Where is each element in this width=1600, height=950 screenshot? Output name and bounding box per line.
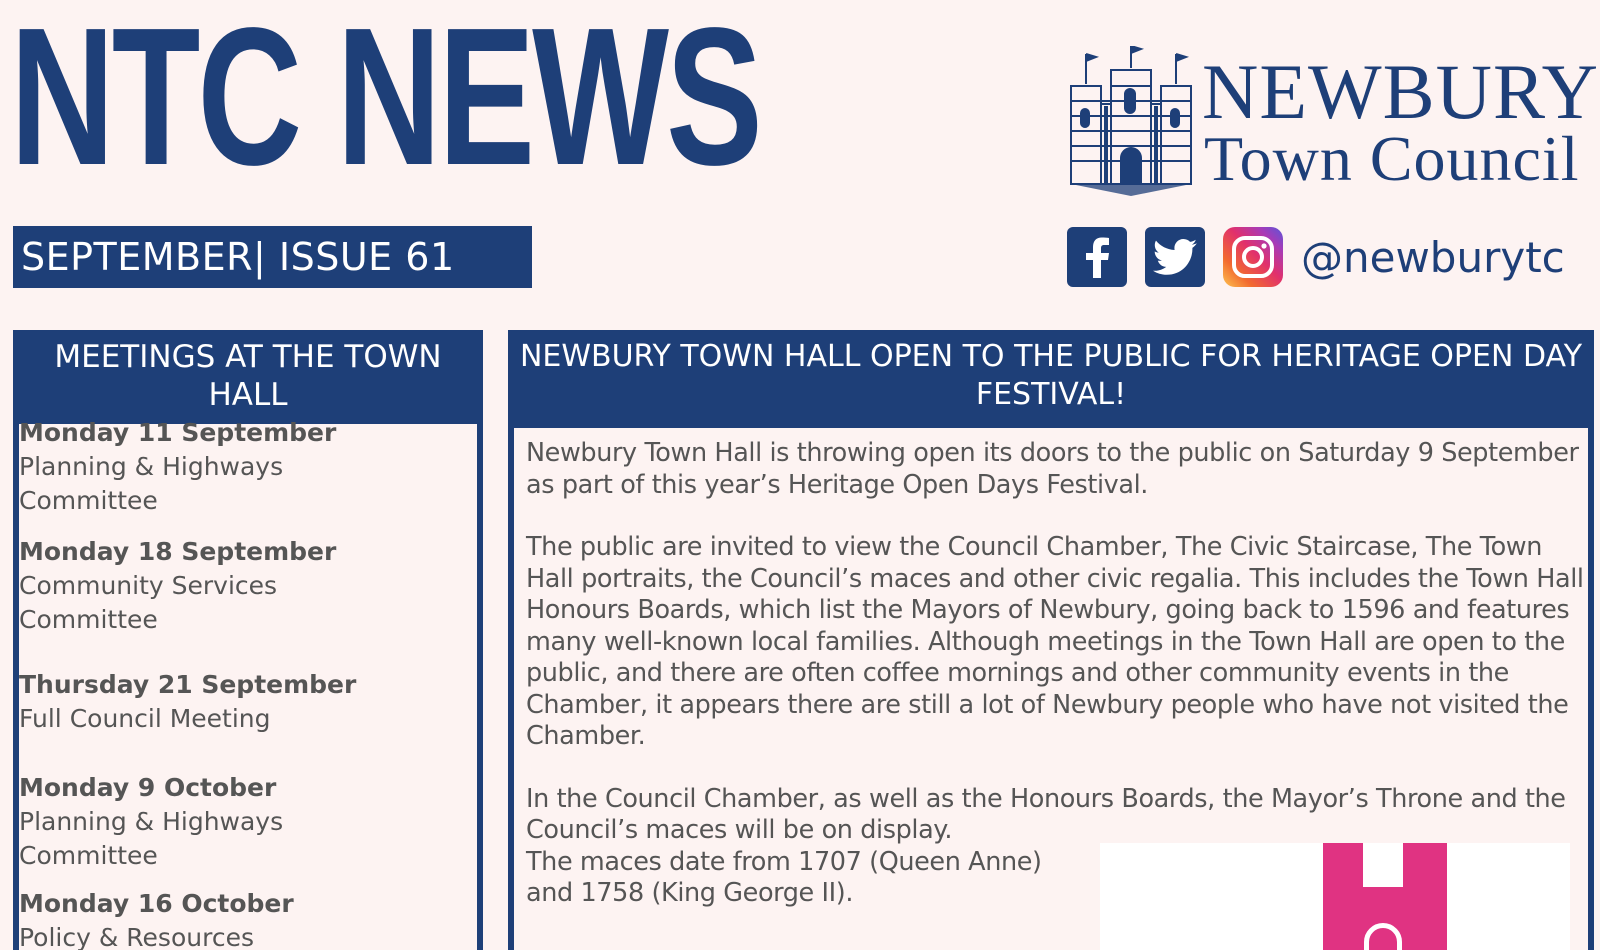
facebook-icon[interactable] [1067, 227, 1127, 287]
issue-banner: SEPTEMBER| ISSUE 61 [13, 226, 532, 288]
meeting-item [19, 416, 477, 518]
instagram-icon[interactable] [1223, 227, 1283, 287]
article-paragraph: In the Council Chamber, as well as the Honours Boards, the Mayor’s Throne and the Council’s maces will be on display. [526, 783, 1566, 845]
article-heading: NEWBURY TOWN HALL OPEN TO THE PUBLIC FOR HERITAGE OPEN DAY FESTIVAL! [508, 330, 1594, 428]
social-links [1067, 227, 1565, 287]
keyhole-icon [1364, 923, 1402, 950]
meeting-item [19, 887, 477, 950]
meeting-name: Committee [19, 605, 158, 634]
tower-icon [1323, 843, 1447, 950]
meeting-name: Committee [19, 841, 158, 870]
castle-icon [1066, 46, 1196, 196]
meeting-date: Monday 11 September [19, 418, 337, 447]
meeting-name: Planning & Highways [19, 452, 284, 481]
meeting-name: Full Council Meeting [19, 704, 271, 733]
meeting-date: Monday 9 October [19, 773, 277, 802]
article-paragraph: The public are invited to view the Council Chamber, The Civic Staircase, The Town Hall portraits, the Council’s maces and other civic regalia. This includes the Town Hall Honours Boards, which list the Mayors of Newbury, going back to 1596 and features many well-known local families. Although meetings in the Town Hall are open to the public, and there are often coffee mornings and other community events in the Chamber, it appears there are still a lot of Newbury people who have not visited the Chamber. [526, 532, 1584, 751]
heritage-open-days-logo [1100, 843, 1570, 950]
logo-wordmark-town-council: Town Council [1204, 123, 1580, 194]
twitter-icon[interactable] [1145, 227, 1205, 287]
article-body [526, 438, 1586, 910]
article-paragraph: Newbury Town Hall is throwing open its doors to the public on Saturday 9 September as part of this year’s Heritage Open Days Festival. [526, 438, 1579, 500]
meeting-name: Planning & Highways [19, 807, 284, 836]
meeting-item [19, 535, 477, 637]
newsletter-title: NTC NEWS [10, 0, 760, 206]
meeting-item [19, 771, 477, 873]
meeting-date: Thursday 21 September [19, 670, 357, 699]
meeting-name: Community Services [19, 571, 278, 600]
social-handle[interactable]: @newburytc [1301, 232, 1565, 282]
article-paragraph: The maces date from 1707 (Queen Anne) [526, 846, 1042, 877]
meetings-panel [13, 330, 483, 950]
meeting-name: Policy & Resources [19, 923, 254, 950]
meeting-date: Monday 16 October [19, 889, 294, 918]
meeting-date: Monday 18 September [19, 537, 337, 566]
meetings-heading: MEETINGS AT THE TOWN HALL [13, 330, 483, 424]
logo-wordmark-newbury: NEWBURY [1202, 48, 1599, 135]
article-paragraph: and 1758 (King George II). [526, 878, 854, 908]
council-logo [1066, 46, 1599, 196]
meeting-name: Committee [19, 486, 158, 515]
tower-notch [1363, 843, 1403, 887]
meeting-item [19, 668, 477, 736]
